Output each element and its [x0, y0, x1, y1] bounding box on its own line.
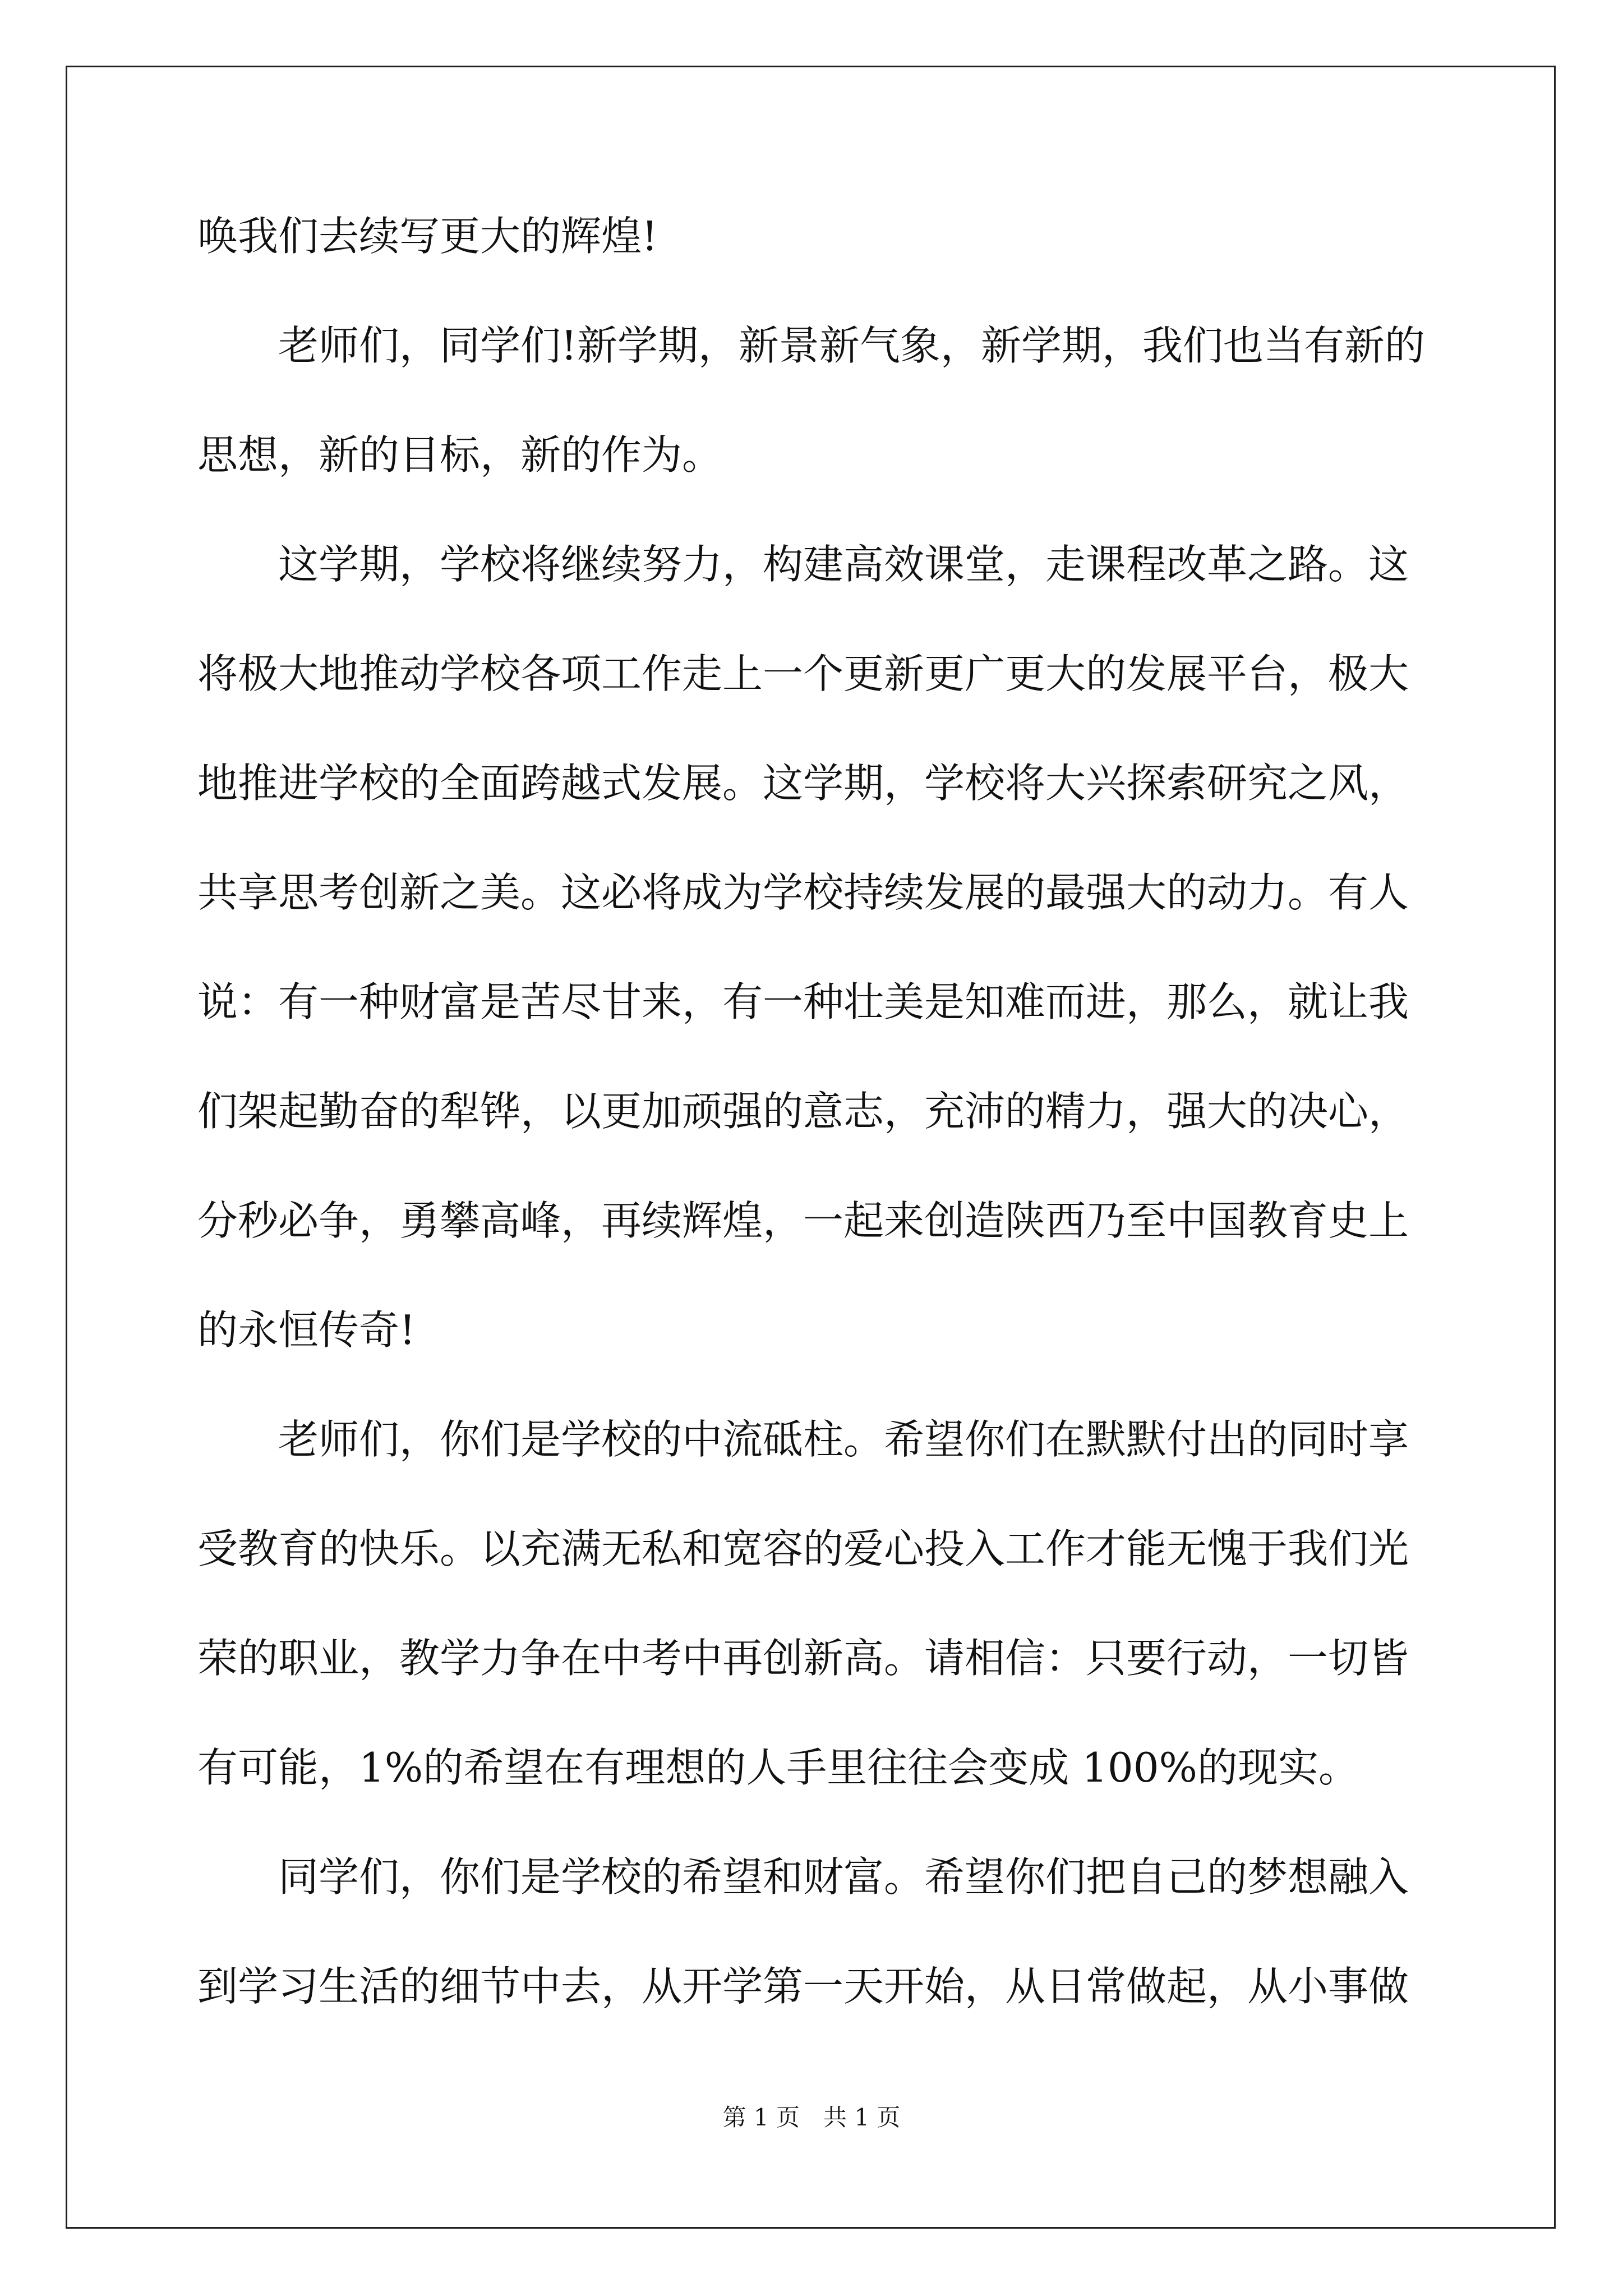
text-line: 老师们，你们是学校的中流砥柱。希望你们在默默付出的同时享: [197, 1416, 1409, 1463]
page-border: [66, 66, 1556, 2229]
text-line: 将极大地推动学校各项工作走上一个更新更广更大的发展平台，极大: [197, 650, 1409, 697]
text-line: 思想，新的目标，新的作为。: [197, 431, 723, 478]
text-line: 受教育的快乐。以充满无私和宽容的爱心投入工作才能无愧于我们光: [197, 1525, 1409, 1572]
text-line: 到学习生活的细节中去，从开学第一天开始，从日常做起，从小事做: [197, 1963, 1409, 2010]
text-line: 共享思考创新之美。这必将成为学校持续发展的最强大的动力。有人: [197, 869, 1409, 916]
text-line: 说：有一种财富是苦尽甘来，有一种壮美是知难而进，那么，就让我: [197, 978, 1409, 1025]
page-footer: 第 1 页 共 1 页: [722, 2104, 901, 2131]
text-line: 分秒必争，勇攀高峰，再续辉煌，一起来创造陕西乃至中国教育史上: [197, 1197, 1409, 1244]
text-line: 同学们，你们是学校的希望和财富。希望你们把自己的梦想融入: [197, 1853, 1409, 1901]
text-line: 地推进学校的全面跨越式发展。这学期，学校将大兴探索研究之风，: [197, 760, 1409, 807]
text-line: 的永恒传奇!: [197, 1306, 416, 1354]
text-line: 唤我们去续写更大的辉煌!: [197, 213, 658, 260]
text-line: 荣的职业，教学力争在中考中再创新高。请相信：只要行动，一切皆: [197, 1635, 1409, 1682]
text-line: 这学期，学校将继续努力，构建高效课堂，走课程改革之路。这: [197, 541, 1409, 588]
text-line: 老师们，同学们!新学期，新景新气象，新学期，我们也当有新的: [197, 322, 1425, 369]
text-line: 们架起勤奋的犁铧，以更加顽强的意志，充沛的精力，强大的决心，: [197, 1088, 1409, 1135]
text-line: 有可能，1%的希望在有理想的人手里往往会变成 100%的现实。: [197, 1744, 1359, 1791]
